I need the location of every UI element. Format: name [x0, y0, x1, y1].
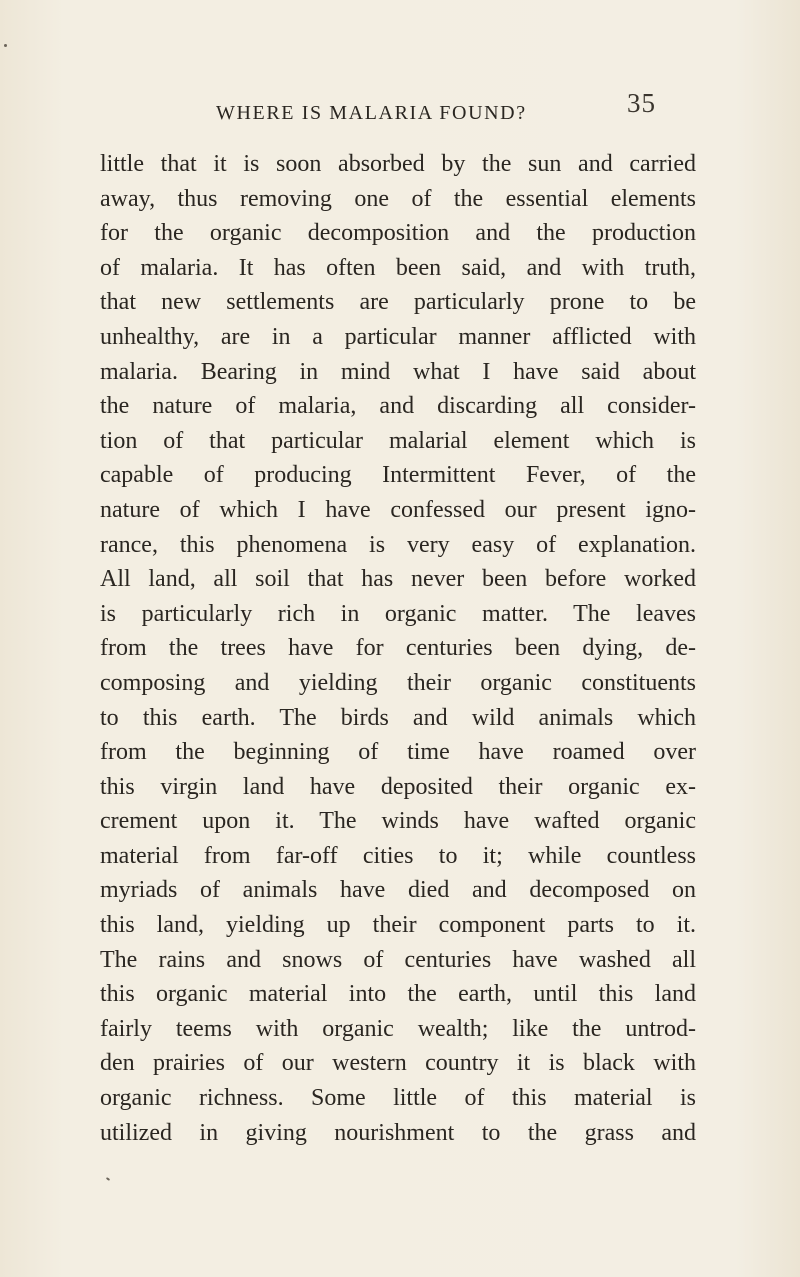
text-line: nature of which I have confessed our present igno-	[100, 496, 696, 523]
text-line: tion of that particular malarial element which is	[100, 427, 696, 454]
text-line: utilized in giving nourishment to the grass and	[100, 1119, 696, 1146]
text-line: the nature of malaria, and discarding all consider-	[100, 393, 696, 420]
text-line: capable of producing Intermittent Fever, of the	[100, 462, 696, 489]
text-line: for the organic decomposition and the production	[100, 220, 696, 247]
text-line: to this earth. The birds and wild animals which	[100, 704, 696, 731]
text-line: den prairies of our western country it is black with	[100, 1050, 696, 1077]
text-line: composing and yielding their organic constituents	[100, 669, 696, 696]
text-line: All land, all soil that has never been before worked	[100, 566, 696, 593]
text-line: little that it is soon absorbed by the sun and carried	[100, 151, 696, 177]
text-line: The rains and snows of centuries have washed all	[100, 946, 696, 973]
page-number: 35	[627, 88, 656, 118]
text-line: unhealthy, are in a particular manner afflicted with	[100, 323, 696, 350]
text-line: rance, this phenomena is very easy of explanation.	[100, 531, 696, 558]
paper-speck	[4, 44, 7, 47]
text-line: away, thus removing one of the essential elements	[100, 185, 696, 212]
text-line: from the beginning of time have roamed over	[100, 739, 696, 766]
text-line: that new settlements are particularly prone to be	[100, 289, 696, 316]
text-line: malaria. Bearing in mind what I have said about	[100, 358, 696, 385]
text-line: fairly teems with organic wealth; like the untrod-	[100, 1015, 696, 1042]
text-line: of malaria. It has often been said, and with truth,	[100, 254, 696, 281]
text-line: crement upon it. The winds have wafted organic	[100, 808, 696, 835]
text-line: this virgin land have deposited their organic ex-	[100, 773, 696, 800]
page-header	[216, 88, 656, 130]
text-line: this land, yielding up their component parts to it.	[100, 912, 696, 939]
text-line: from the trees have for centuries been dying, de-	[100, 635, 696, 662]
running-head: WHERE IS MALARIA FOUND?	[216, 102, 527, 124]
text-line: myriads of animals have died and decomposed on	[100, 877, 696, 904]
body-text	[100, 147, 696, 1150]
text-line: material from far-off cities to it; while countless	[100, 842, 696, 869]
paper-speck	[106, 1177, 110, 1181]
text-line: organic richness. Some little of this material is	[100, 1085, 696, 1112]
text-line: this organic material into the earth, until this land	[100, 981, 696, 1008]
text-line: is particularly rich in organic matter. The leaves	[100, 600, 696, 627]
